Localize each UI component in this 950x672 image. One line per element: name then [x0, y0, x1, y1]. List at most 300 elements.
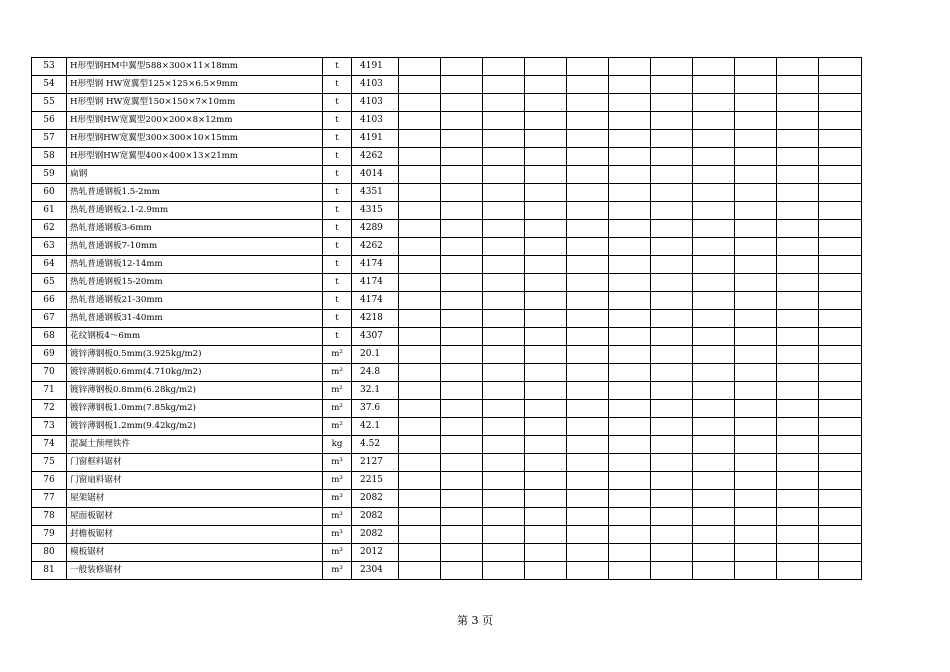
empty-cell	[651, 454, 693, 472]
empty-cell	[525, 310, 567, 328]
empty-cell	[735, 346, 777, 364]
empty-cell	[483, 292, 525, 310]
empty-cell	[777, 400, 819, 418]
empty-cell	[777, 436, 819, 454]
material-name-cell: 热轧普通钢板7-10mm	[67, 238, 323, 256]
material-name-cell: 镀锌薄钢板0.6mm(4.710kg/m2)	[67, 364, 323, 382]
empty-cell	[651, 58, 693, 76]
empty-cell	[441, 292, 483, 310]
empty-cell	[399, 562, 441, 580]
empty-cell	[819, 202, 862, 220]
row-number-cell: 75	[32, 454, 67, 472]
empty-cell	[693, 364, 735, 382]
empty-cell	[777, 76, 819, 94]
table-row	[32, 310, 862, 328]
empty-cell	[819, 400, 862, 418]
empty-cell	[651, 400, 693, 418]
unit-cell: t	[323, 256, 352, 274]
unit-cell: kg	[323, 436, 352, 454]
unit-price-cell: 4174	[352, 256, 399, 274]
empty-cell	[651, 346, 693, 364]
empty-cell	[735, 328, 777, 346]
empty-cell	[441, 256, 483, 274]
empty-cell	[567, 526, 609, 544]
material-name-cell: 镀锌薄钢板1.2mm(9.42kg/m2)	[67, 418, 323, 436]
empty-cell	[399, 76, 441, 94]
empty-cell	[567, 418, 609, 436]
empty-cell	[399, 526, 441, 544]
empty-cell	[483, 382, 525, 400]
empty-cell	[819, 382, 862, 400]
unit-cell: t	[323, 166, 352, 184]
material-name-cell: 模板锯材	[67, 544, 323, 562]
empty-cell	[651, 274, 693, 292]
unit-price-cell: 4289	[352, 220, 399, 238]
empty-cell	[735, 364, 777, 382]
empty-cell	[441, 490, 483, 508]
empty-cell	[525, 274, 567, 292]
empty-cell	[651, 364, 693, 382]
empty-cell	[567, 112, 609, 130]
empty-cell	[735, 472, 777, 490]
unit-price-cell: 24.8	[352, 364, 399, 382]
empty-cell	[525, 382, 567, 400]
empty-cell	[735, 256, 777, 274]
empty-cell	[525, 454, 567, 472]
empty-cell	[399, 544, 441, 562]
empty-cell	[819, 526, 862, 544]
empty-cell	[441, 436, 483, 454]
empty-cell	[525, 436, 567, 454]
material-name-cell: 热轧普通钢板21-30mm	[67, 292, 323, 310]
empty-cell	[483, 112, 525, 130]
empty-cell	[567, 454, 609, 472]
empty-cell	[483, 490, 525, 508]
row-number-cell: 76	[32, 472, 67, 490]
row-number-cell: 67	[32, 310, 67, 328]
empty-cell	[525, 490, 567, 508]
empty-cell	[777, 418, 819, 436]
empty-cell	[441, 454, 483, 472]
unit-price-cell: 2012	[352, 544, 399, 562]
empty-cell	[735, 274, 777, 292]
empty-cell	[441, 310, 483, 328]
table-row	[32, 238, 862, 256]
material-name-cell: 扁钢	[67, 166, 323, 184]
table-row	[32, 436, 862, 454]
empty-cell	[819, 112, 862, 130]
empty-cell	[651, 382, 693, 400]
empty-cell	[819, 76, 862, 94]
empty-cell	[525, 346, 567, 364]
empty-cell	[819, 562, 862, 580]
empty-cell	[525, 58, 567, 76]
empty-cell	[609, 94, 651, 112]
empty-cell	[609, 292, 651, 310]
empty-cell	[651, 112, 693, 130]
unit-price-cell: 2082	[352, 526, 399, 544]
table-row	[32, 58, 862, 76]
empty-cell	[525, 400, 567, 418]
empty-cell	[651, 418, 693, 436]
empty-cell	[819, 292, 862, 310]
empty-cell	[525, 562, 567, 580]
empty-cell	[777, 256, 819, 274]
empty-cell	[525, 526, 567, 544]
material-name-cell: 热轧普通钢板1.5-2mm	[67, 184, 323, 202]
empty-cell	[735, 418, 777, 436]
empty-cell	[777, 508, 819, 526]
empty-cell	[735, 166, 777, 184]
row-number-cell: 64	[32, 256, 67, 274]
empty-cell	[735, 490, 777, 508]
table-row	[32, 184, 862, 202]
empty-cell	[735, 454, 777, 472]
empty-cell	[441, 130, 483, 148]
empty-cell	[735, 382, 777, 400]
table-row	[32, 544, 862, 562]
empty-cell	[609, 328, 651, 346]
unit-price-cell: 2215	[352, 472, 399, 490]
empty-cell	[441, 400, 483, 418]
empty-cell	[525, 94, 567, 112]
empty-cell	[693, 256, 735, 274]
empty-cell	[777, 274, 819, 292]
empty-cell	[399, 238, 441, 256]
table-row	[32, 202, 862, 220]
empty-cell	[693, 166, 735, 184]
empty-cell	[735, 112, 777, 130]
unit-price-cell: 2127	[352, 454, 399, 472]
empty-cell	[609, 562, 651, 580]
row-number-cell: 53	[32, 58, 67, 76]
empty-cell	[441, 274, 483, 292]
empty-cell	[651, 544, 693, 562]
material-name-cell: 屋面板锯材	[67, 508, 323, 526]
empty-cell	[819, 274, 862, 292]
table-row	[32, 112, 862, 130]
empty-cell	[483, 418, 525, 436]
empty-cell	[777, 238, 819, 256]
empty-cell	[777, 364, 819, 382]
empty-cell	[525, 184, 567, 202]
empty-cell	[651, 562, 693, 580]
unit-cell: m³	[323, 472, 352, 490]
empty-cell	[819, 490, 862, 508]
table-row	[32, 346, 862, 364]
empty-cell	[735, 436, 777, 454]
empty-cell	[441, 112, 483, 130]
row-number-cell: 65	[32, 274, 67, 292]
empty-cell	[483, 436, 525, 454]
empty-cell	[693, 202, 735, 220]
empty-cell	[777, 328, 819, 346]
empty-cell	[525, 544, 567, 562]
empty-cell	[441, 364, 483, 382]
empty-cell	[609, 418, 651, 436]
empty-cell	[525, 112, 567, 130]
unit-price-cell: 4315	[352, 202, 399, 220]
empty-cell	[693, 328, 735, 346]
empty-cell	[735, 220, 777, 238]
empty-cell	[525, 472, 567, 490]
empty-cell	[777, 562, 819, 580]
empty-cell	[693, 112, 735, 130]
empty-cell	[525, 418, 567, 436]
empty-cell	[483, 328, 525, 346]
empty-cell	[777, 130, 819, 148]
empty-cell	[819, 220, 862, 238]
empty-cell	[735, 526, 777, 544]
empty-cell	[399, 310, 441, 328]
empty-cell	[693, 148, 735, 166]
empty-cell	[777, 94, 819, 112]
empty-cell	[735, 130, 777, 148]
unit-cell: t	[323, 130, 352, 148]
empty-cell	[399, 112, 441, 130]
empty-cell	[483, 454, 525, 472]
page-number: 第 3 页	[457, 614, 493, 627]
row-number-cell: 73	[32, 418, 67, 436]
empty-cell	[483, 94, 525, 112]
empty-cell	[693, 220, 735, 238]
empty-cell	[399, 400, 441, 418]
empty-cell	[777, 310, 819, 328]
table-row	[32, 148, 862, 166]
empty-cell	[819, 418, 862, 436]
empty-cell	[399, 418, 441, 436]
empty-cell	[777, 382, 819, 400]
unit-cell: t	[323, 328, 352, 346]
empty-cell	[693, 238, 735, 256]
table-row	[32, 508, 862, 526]
empty-cell	[819, 94, 862, 112]
unit-cell: t	[323, 148, 352, 166]
empty-cell	[609, 526, 651, 544]
unit-cell: t	[323, 184, 352, 202]
empty-cell	[777, 292, 819, 310]
empty-cell	[525, 202, 567, 220]
empty-cell	[777, 202, 819, 220]
empty-cell	[399, 490, 441, 508]
empty-cell	[777, 526, 819, 544]
empty-cell	[567, 238, 609, 256]
empty-cell	[399, 148, 441, 166]
unit-cell: m²	[323, 418, 352, 436]
empty-cell	[777, 454, 819, 472]
empty-cell	[483, 544, 525, 562]
empty-cell	[693, 58, 735, 76]
unit-cell: m³	[323, 490, 352, 508]
empty-cell	[651, 472, 693, 490]
empty-cell	[567, 328, 609, 346]
empty-cell	[651, 310, 693, 328]
table-row	[32, 526, 862, 544]
unit-cell: m²	[323, 400, 352, 418]
table-row	[32, 490, 862, 508]
empty-cell	[483, 472, 525, 490]
empty-cell	[651, 148, 693, 166]
unit-cell: t	[323, 202, 352, 220]
empty-cell	[567, 508, 609, 526]
empty-cell	[693, 418, 735, 436]
empty-cell	[399, 166, 441, 184]
unit-cell: t	[323, 94, 352, 112]
empty-cell	[735, 148, 777, 166]
empty-cell	[693, 562, 735, 580]
empty-cell	[525, 148, 567, 166]
empty-cell	[693, 292, 735, 310]
row-number-cell: 58	[32, 148, 67, 166]
empty-cell	[651, 130, 693, 148]
empty-cell	[567, 310, 609, 328]
unit-price-cell: 4103	[352, 76, 399, 94]
material-name-cell: 热轧普通钢板31-40mm	[67, 310, 323, 328]
empty-cell	[777, 346, 819, 364]
empty-cell	[819, 436, 862, 454]
empty-cell	[399, 454, 441, 472]
row-number-cell: 71	[32, 382, 67, 400]
empty-cell	[735, 508, 777, 526]
empty-cell	[609, 454, 651, 472]
empty-cell	[525, 238, 567, 256]
unit-price-cell: 2304	[352, 562, 399, 580]
empty-cell	[567, 346, 609, 364]
unit-price-cell: 4.52	[352, 436, 399, 454]
material-name-cell: 镀锌薄钢板0.8mm(6.28kg/m2)	[67, 382, 323, 400]
empty-cell	[693, 94, 735, 112]
row-number-cell: 55	[32, 94, 67, 112]
empty-cell	[819, 508, 862, 526]
empty-cell	[483, 76, 525, 94]
empty-cell	[567, 166, 609, 184]
empty-cell	[735, 544, 777, 562]
empty-cell	[819, 328, 862, 346]
row-number-cell: 77	[32, 490, 67, 508]
unit-price-cell: 2082	[352, 508, 399, 526]
empty-cell	[483, 400, 525, 418]
empty-cell	[399, 202, 441, 220]
empty-cell	[651, 508, 693, 526]
unit-cell: m³	[323, 526, 352, 544]
empty-cell	[651, 94, 693, 112]
material-name-cell: 花纹钢板4～6mm	[67, 328, 323, 346]
empty-cell	[525, 76, 567, 94]
table-row	[32, 76, 862, 94]
row-number-cell: 70	[32, 364, 67, 382]
empty-cell	[609, 472, 651, 490]
empty-cell	[609, 76, 651, 94]
material-name-cell: H形型钢HW宽翼型200×200×8×12mm	[67, 112, 323, 130]
table-row	[32, 292, 862, 310]
table-row	[32, 130, 862, 148]
unit-cell: m²	[323, 346, 352, 364]
empty-cell	[483, 202, 525, 220]
empty-cell	[693, 544, 735, 562]
empty-cell	[441, 148, 483, 166]
empty-cell	[399, 292, 441, 310]
empty-cell	[651, 328, 693, 346]
empty-cell	[483, 310, 525, 328]
empty-cell	[441, 418, 483, 436]
empty-cell	[567, 490, 609, 508]
unit-cell: t	[323, 76, 352, 94]
empty-cell	[693, 274, 735, 292]
unit-cell: t	[323, 112, 352, 130]
empty-cell	[609, 436, 651, 454]
empty-cell	[651, 220, 693, 238]
empty-cell	[441, 166, 483, 184]
empty-cell	[399, 130, 441, 148]
empty-cell	[693, 310, 735, 328]
empty-cell	[399, 220, 441, 238]
empty-cell	[819, 310, 862, 328]
empty-cell	[441, 508, 483, 526]
empty-cell	[693, 400, 735, 418]
unit-price-cell: 32.1	[352, 382, 399, 400]
empty-cell	[819, 166, 862, 184]
row-number-cell: 61	[32, 202, 67, 220]
table-row	[32, 256, 862, 274]
table-row	[32, 364, 862, 382]
unit-price-cell: 4262	[352, 148, 399, 166]
empty-cell	[819, 184, 862, 202]
empty-cell	[483, 562, 525, 580]
empty-cell	[441, 526, 483, 544]
table-body	[32, 58, 862, 580]
material-name-cell: 热轧普通钢板3-6mm	[67, 220, 323, 238]
empty-cell	[651, 490, 693, 508]
table-row	[32, 166, 862, 184]
empty-cell	[819, 148, 862, 166]
unit-price-cell: 4103	[352, 94, 399, 112]
row-number-cell: 62	[32, 220, 67, 238]
empty-cell	[693, 130, 735, 148]
material-name-cell: 门窗框料锯材	[67, 454, 323, 472]
empty-cell	[483, 256, 525, 274]
empty-cell	[567, 562, 609, 580]
row-number-cell: 78	[32, 508, 67, 526]
material-name-cell: 门窗扇料锯材	[67, 472, 323, 490]
empty-cell	[441, 184, 483, 202]
empty-cell	[567, 256, 609, 274]
unit-price-cell: 4262	[352, 238, 399, 256]
empty-cell	[693, 490, 735, 508]
empty-cell	[777, 184, 819, 202]
empty-cell	[609, 508, 651, 526]
unit-price-cell: 42.1	[352, 418, 399, 436]
empty-cell	[651, 184, 693, 202]
empty-cell	[567, 58, 609, 76]
empty-cell	[693, 454, 735, 472]
empty-cell	[609, 310, 651, 328]
unit-price-cell: 4103	[352, 112, 399, 130]
unit-cell: t	[323, 58, 352, 76]
unit-cell: t	[323, 292, 352, 310]
empty-cell	[777, 112, 819, 130]
table-row	[32, 454, 862, 472]
table-row	[32, 328, 862, 346]
row-number-cell: 81	[32, 562, 67, 580]
empty-cell	[609, 148, 651, 166]
unit-price-cell: 20.1	[352, 346, 399, 364]
unit-cell: m³	[323, 454, 352, 472]
empty-cell	[819, 454, 862, 472]
empty-cell	[735, 292, 777, 310]
row-number-cell: 68	[32, 328, 67, 346]
row-number-cell: 80	[32, 544, 67, 562]
unit-cell: t	[323, 274, 352, 292]
